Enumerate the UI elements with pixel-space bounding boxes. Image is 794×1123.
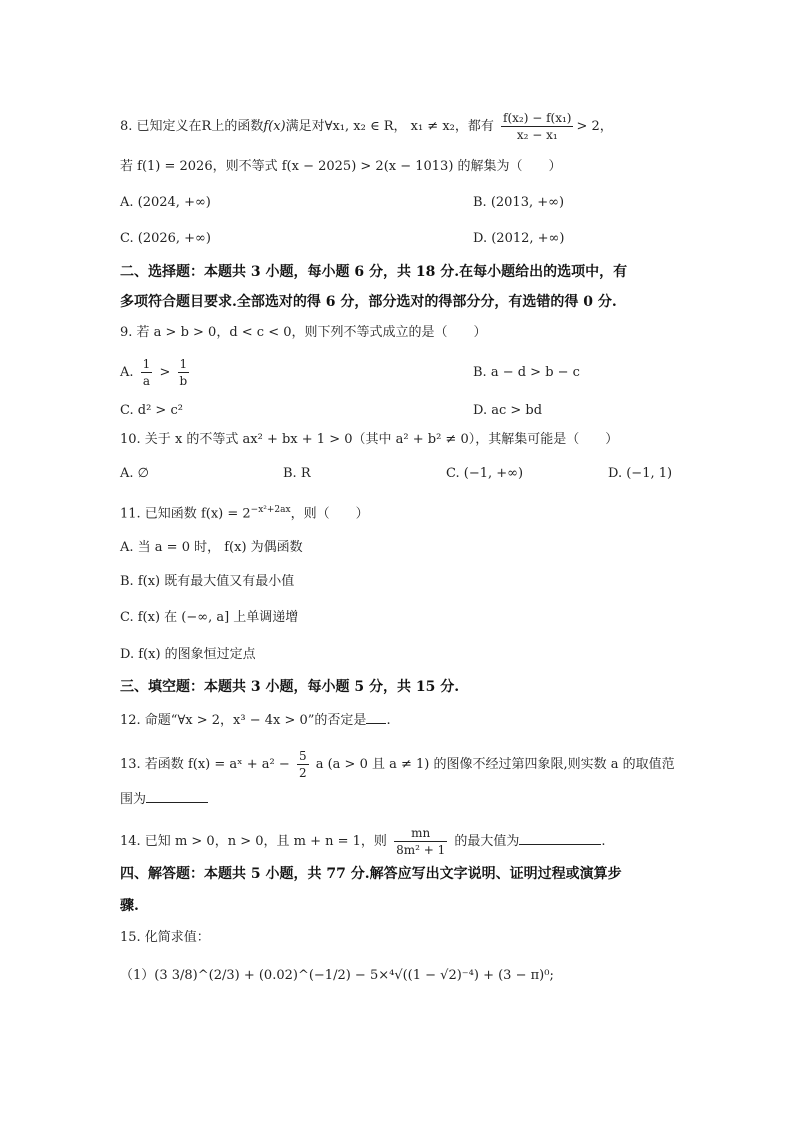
q11-option-c: C. f(x) 在 (−∞, a] 上单调递增 bbox=[120, 610, 299, 625]
q11-option-b: B. f(x) 既有最大值又有最小值 bbox=[120, 574, 295, 589]
q11-option-a: A. 当 a = 0 时， f(x) 为偶函数 bbox=[120, 540, 303, 555]
q11-stem-exponent: −x²+2ax bbox=[250, 505, 291, 515]
q8-option-a: A. (2024, +∞) bbox=[120, 195, 211, 210]
section4-heading-line2: 骤. bbox=[120, 898, 139, 914]
q8-option-b: B. (2013, +∞) bbox=[473, 195, 565, 210]
q14-fraction bbox=[394, 825, 447, 858]
q11-stem bbox=[120, 500, 369, 524]
q14-pre: 14. 已知 m > 0，n > 0，且 m + n = 1，则 bbox=[120, 834, 387, 849]
q8-frac-numerator: f(x₂) − f(x₁) bbox=[503, 111, 572, 125]
q13-line2-text: 围为 bbox=[120, 792, 147, 807]
q14-post: 的最大值为 bbox=[454, 834, 520, 849]
q14-answer-blank[interactable] bbox=[519, 830, 601, 845]
q13-frac-num: 5 bbox=[298, 749, 307, 763]
q15-stem: 15. 化简求值： bbox=[120, 930, 210, 945]
q13-line1 bbox=[120, 748, 675, 781]
q12-text: 12. 命题“∀x > 2，x³ − 4x > 0”的否定是 bbox=[120, 713, 367, 728]
q13-line2 bbox=[120, 788, 208, 810]
q9-option-d: D. ac > bd bbox=[473, 403, 543, 418]
section4-heading-line1: 四、解答题：本题共 5 小题，共 77 分.解答应写出文字说明、证明过程或演算步 bbox=[120, 866, 622, 882]
q9-frac-1a-den: a bbox=[142, 374, 151, 388]
q8-fx: f(x) bbox=[263, 119, 286, 134]
q8-line1-tail: > 2， bbox=[576, 119, 613, 134]
q8-option-c: C. (2026, +∞) bbox=[120, 231, 211, 246]
q13-pre: 13. 若函数 f(x) = aˣ + a² − bbox=[120, 757, 290, 772]
q13-answer-blank[interactable] bbox=[146, 788, 208, 803]
q9-frac-1b-den: b bbox=[179, 374, 188, 388]
q8-line1-mid: 满足对∀x₁, x₂ ∈ R， x₁ ≠ x₂，都有 bbox=[285, 119, 494, 134]
q10-option-a: A. ∅ bbox=[120, 466, 149, 481]
q12-answer-blank[interactable] bbox=[366, 709, 386, 724]
q14-frac-num: mn bbox=[394, 825, 447, 842]
q9-stem: 9. 若 a > b > 0，d < c < 0，则下列不等式成立的是（ ） bbox=[120, 325, 487, 340]
q8-frac-denominator: x₂ − x₁ bbox=[516, 128, 558, 142]
q13-post: a (a > 0 且 a ≠ 1) 的图像不经过第四象限,则实数 a 的取值范 bbox=[315, 757, 675, 772]
q10-option-b: B. R bbox=[283, 466, 311, 481]
q8-fraction bbox=[501, 110, 573, 143]
q9-frac-1b bbox=[178, 356, 190, 389]
q8-line1-pre: 8. 已知定义在R上的函数 bbox=[120, 119, 264, 134]
section2-heading-line2: 多项符合题目要求.全部选对的得 6 分，部分选对的得部分分，有选错的得 0 分. bbox=[120, 294, 617, 310]
section2-heading-line1: 二、选择题：本题共 3 小题，每小题 6 分，共 18 分.在每小题给出的选项中，有 bbox=[120, 264, 628, 280]
q11-option-d: D. f(x) 的图象恒过定点 bbox=[120, 647, 256, 662]
q11-stem-pre: 11. 已知函数 f(x) = 2 bbox=[120, 506, 251, 522]
q14-line: 14. 已知 m > 0，n > 0，且 m + n = 1，则 $\frac{mn}{\text{8m² + 1}}$ 的最大值为 . bbox=[120, 826, 606, 857]
q9-frac-1a-num: 1 bbox=[142, 357, 151, 371]
q9-option-b: B. a − d > b − c bbox=[473, 365, 580, 380]
q9-frac-1b-num: 1 bbox=[178, 356, 190, 373]
q10-option-c: C. (−1, +∞) bbox=[446, 466, 524, 481]
section3-heading: 三、填空题：本题共 3 小题，每小题 5 分，共 15 分. bbox=[120, 679, 460, 695]
q8-line1 bbox=[120, 110, 613, 143]
q9-option-a-gt: > bbox=[159, 365, 171, 380]
q12-line: 12. 命题“∀x > 2，x³ − 4x > 0”的否定是 . bbox=[120, 709, 391, 731]
q13-fraction bbox=[297, 748, 309, 781]
q9-option-a bbox=[120, 356, 192, 389]
q15-part1: （1）(3 3/8)^(2/3) + (0.02)^(−1/2) − 5×⁴√((1 − √2)⁻⁴) + (3 − π)⁰; bbox=[120, 968, 554, 983]
q10-stem: 10. 关于 x 的不等式 ax² + bx + 1 > 0（其中 a² + b² ≠ 0），其解集可能是（ ） bbox=[120, 432, 619, 447]
q9-option-c: C. d² > c² bbox=[120, 403, 183, 418]
q13-frac-den: 2 bbox=[298, 766, 307, 780]
q11-stem-post: ，则（ ） bbox=[290, 506, 369, 522]
q8-option-d: D. (2012, +∞) bbox=[473, 231, 565, 246]
q8-line2: 若 f(1) = 2026，则不等式 f(x − 2025) > 2(x − 1013) 的解集为（ ） bbox=[120, 159, 562, 174]
q9-frac-1a bbox=[141, 356, 153, 389]
q10-option-d: D. (−1, 1) bbox=[608, 466, 673, 481]
q14-frac-den: 8m² + 1 bbox=[396, 843, 446, 857]
q9-option-a-label: A. bbox=[120, 365, 134, 380]
